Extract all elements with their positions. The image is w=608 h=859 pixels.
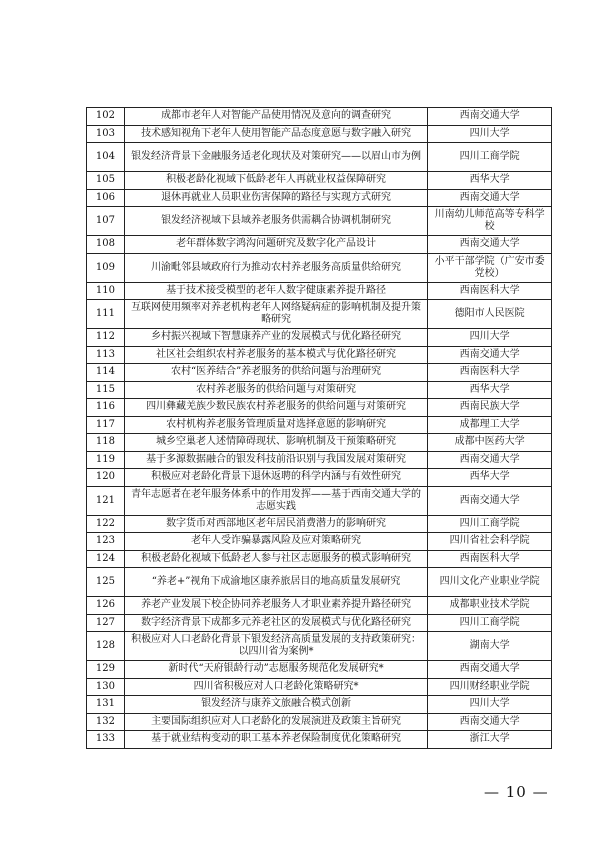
- project-title: 社区社会组织农村养老服务的基本模式与优化路径研究: [124, 346, 428, 364]
- organization: 德阳市人民医院: [428, 300, 552, 329]
- row-number: 130: [87, 678, 125, 696]
- organization: 四川工商学院: [428, 143, 552, 172]
- project-title: 积极应对老龄化背景下退休返聘的科学内涵与有效性研究: [124, 469, 428, 487]
- table-row: [87, 515, 552, 533]
- table-row: [87, 381, 552, 399]
- table-row: [87, 731, 552, 749]
- row-number: 113: [87, 346, 125, 364]
- table-row: [87, 189, 552, 207]
- table-row: [87, 614, 552, 632]
- organization: 西南医科大学: [428, 282, 552, 300]
- project-title: 川渝毗邻县域政府行为推动农村养老服务高质量供给研究: [124, 253, 428, 282]
- row-number: 108: [87, 236, 125, 254]
- table-row: [87, 661, 552, 679]
- row-number: 109: [87, 253, 125, 282]
- organization: 西南交通大学: [428, 486, 552, 515]
- row-number: 127: [87, 614, 125, 632]
- table-row: [87, 207, 552, 236]
- organization: 浙江大学: [428, 731, 552, 749]
- organization: 西南交通大学: [428, 189, 552, 207]
- organization: 西华大学: [428, 469, 552, 487]
- table-row: [87, 533, 552, 551]
- project-title: 老年群体数字鸿沟问题研究及数字化产品设计: [124, 236, 428, 254]
- table-row: [87, 172, 552, 190]
- organization: 四川工商学院: [428, 515, 552, 533]
- row-number: 121: [87, 486, 125, 515]
- organization: 四川财经职业学院: [428, 678, 552, 696]
- table-row: [87, 434, 552, 452]
- project-title: 数字经济背景下成都多元养老社区的发展模式与优化路径研究: [124, 614, 428, 632]
- row-number: 118: [87, 434, 125, 452]
- project-list-table: [86, 107, 552, 749]
- table-row: [87, 416, 552, 434]
- row-number: 133: [87, 731, 125, 749]
- organization: 四川大学: [428, 125, 552, 143]
- table-row: [87, 451, 552, 469]
- row-number: 116: [87, 399, 125, 417]
- table-row: [87, 364, 552, 382]
- row-number: 110: [87, 282, 125, 300]
- project-title: 乡村振兴视域下智慧康养产业的发展模式与优化路径研究: [124, 329, 428, 347]
- row-number: 120: [87, 469, 125, 487]
- organization: 四川大学: [428, 329, 552, 347]
- row-number: 123: [87, 533, 125, 551]
- project-title: 农村“医养结合”养老服务的供给问题与治理研究: [124, 364, 428, 382]
- table-row: [87, 125, 552, 143]
- table-row: [87, 282, 552, 300]
- table-row: [87, 713, 552, 731]
- organization: 四川大学: [428, 696, 552, 714]
- row-number: 112: [87, 329, 125, 347]
- table-row: [87, 678, 552, 696]
- row-number: 114: [87, 364, 125, 382]
- project-title: 城乡空巢老人述情障碍现状、影响机制及干预策略研究: [124, 434, 428, 452]
- organization: 四川文化产业职业学院: [428, 568, 552, 597]
- organization: 四川省社会科学院: [428, 533, 552, 551]
- row-number: 132: [87, 713, 125, 731]
- project-title: 积极老龄化视域下低龄老年人再就业权益保障研究: [124, 172, 428, 190]
- project-title: 基于多源数据融合的银发科技前沿识别与我国发展对策研究: [124, 451, 428, 469]
- row-number: 111: [87, 300, 125, 329]
- row-number: 129: [87, 661, 125, 679]
- organization: 成都职业技术学院: [428, 597, 552, 615]
- table-row: [87, 253, 552, 282]
- project-title: 互联网使用频率对养老机构老年人网络疑病症的影响机制及提升策略研究: [124, 300, 428, 329]
- organization: 西南交通大学: [428, 713, 552, 731]
- table-row: [87, 300, 552, 329]
- table-row: [87, 469, 552, 487]
- organization: 西华大学: [428, 381, 552, 399]
- organization: 西南医科大学: [428, 550, 552, 568]
- table-row: [87, 568, 552, 597]
- row-number: 105: [87, 172, 125, 190]
- row-number: 106: [87, 189, 125, 207]
- project-title: 农村养老服务的供给问题与对策研究: [124, 381, 428, 399]
- organization: 四川工商学院: [428, 614, 552, 632]
- table-row: [87, 143, 552, 172]
- row-number: 117: [87, 416, 125, 434]
- organization: 西南交通大学: [428, 451, 552, 469]
- project-title: 四川彝藏羌族少数民族农村养老服务的供给问题与对策研究: [124, 399, 428, 417]
- project-title: 成都市老年人对智能产品使用情况及意向的调查研究: [124, 108, 428, 126]
- organization: 川南幼儿师范高等专科学校: [428, 207, 552, 236]
- row-number: 126: [87, 597, 125, 615]
- project-title: 基于技术接受模型的老年人数字健康素养提升路径: [124, 282, 428, 300]
- row-number: 115: [87, 381, 125, 399]
- project-title: 积极老龄化视域下低龄老人参与社区志愿服务的模式影响研究: [124, 550, 428, 568]
- organization: 西华大学: [428, 172, 552, 190]
- page-number: — 10 —: [484, 783, 549, 801]
- project-title: 养老产业发展下校企协同养老服务人才职业素养提升路径研究: [124, 597, 428, 615]
- organization: 西南交通大学: [428, 108, 552, 126]
- table-row: [87, 399, 552, 417]
- project-title: 农村机构养老服务管理质量对选择意愿的影响研究: [124, 416, 428, 434]
- row-number: 103: [87, 125, 125, 143]
- project-title: 银发经济与康养文旅融合模式创新: [124, 696, 428, 714]
- organization: 成都理工大学: [428, 416, 552, 434]
- project-title: 积极应对人口老龄化背景下银发经济高质量发展的支持政策研究：以四川省为案例*: [124, 632, 428, 661]
- row-number: 124: [87, 550, 125, 568]
- table-row: [87, 108, 552, 126]
- project-title: 退休再就业人员职业伤害保障的路径与实现方式研究: [124, 189, 428, 207]
- row-number: 107: [87, 207, 125, 236]
- table-row: [87, 550, 552, 568]
- project-title: 四川省积极应对人口老龄化策略研究*: [124, 678, 428, 696]
- row-number: 102: [87, 108, 125, 126]
- row-number: 119: [87, 451, 125, 469]
- project-title: 青年志愿者在老年服务体系中的作用发挥——基于西南交通大学的志愿实践: [124, 486, 428, 515]
- table-row: [87, 236, 552, 254]
- project-title: 银发经济视域下县域养老服务供需耦合协调机制研究: [124, 207, 428, 236]
- project-title: 数字货币对西部地区老年居民消费潜力的影响研究: [124, 515, 428, 533]
- organization: 西南交通大学: [428, 236, 552, 254]
- project-title: 银发经济背景下金融服务适老化现状及对策研究——以眉山市为例: [124, 143, 428, 172]
- row-number: 128: [87, 632, 125, 661]
- table-row: [87, 632, 552, 661]
- row-number: 104: [87, 143, 125, 172]
- table-row: [87, 346, 552, 364]
- table-row: [87, 486, 552, 515]
- project-title: 技术感知视角下老年人使用智能产品态度意愿与数字融入研究: [124, 125, 428, 143]
- organization: 西南医科大学: [428, 364, 552, 382]
- organization: 西南交通大学: [428, 661, 552, 679]
- organization: 西南民族大学: [428, 399, 552, 417]
- project-title: 基于就业结构变动的职工基本养老保险制度优化策略研究: [124, 731, 428, 749]
- organization: 西南交通大学: [428, 346, 552, 364]
- project-title: 主要国际组织应对人口老龄化的发展演进及政策主旨研究: [124, 713, 428, 731]
- organization: 小平干部学院（广安市委党校）: [428, 253, 552, 282]
- table-row: [87, 329, 552, 347]
- project-title: 老年人受诈骗暴露风险及应对策略研究: [124, 533, 428, 551]
- project-title: 新时代“天府银龄行动”志愿服务规范化发展研究*: [124, 661, 428, 679]
- organization: 成都中医药大学: [428, 434, 552, 452]
- project-title: “养老+”视角下成渝地区康养旅居目的地高质量发展研究: [124, 568, 428, 597]
- row-number: 131: [87, 696, 125, 714]
- row-number: 125: [87, 568, 125, 597]
- table-row: [87, 696, 552, 714]
- row-number: 122: [87, 515, 125, 533]
- table-row: [87, 597, 552, 615]
- organization: 湖南大学: [428, 632, 552, 661]
- project-list-body: [87, 108, 552, 749]
